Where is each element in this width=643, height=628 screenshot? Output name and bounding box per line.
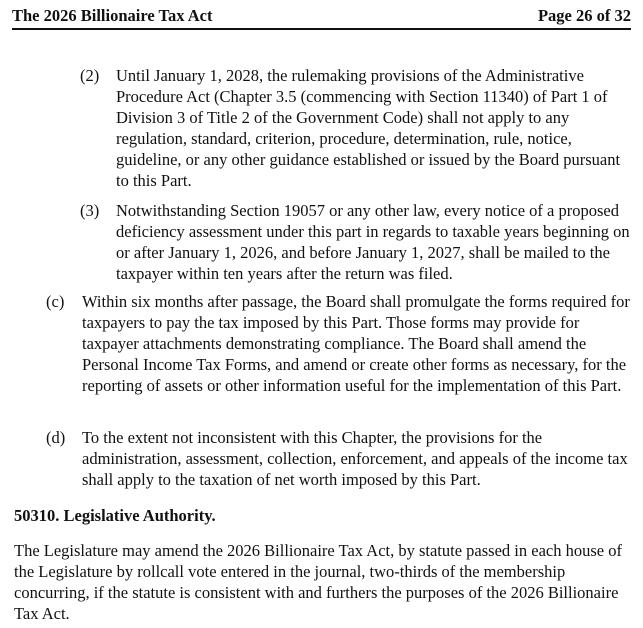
paragraph-label: (c) <box>46 292 65 311</box>
paragraph-text: Within six months after passage, the Board shall promulgate the forms required for taxpayers to pay the tax imposed by this Part. Those forms may provide for taxpayer attachments demonstrating compliance. The Board shall amend the Personal Income Tax Forms, and amend or create other forms as necessary, for the reporting of assets or other information useful for the implementation of this Part. <box>82 292 630 395</box>
paragraph-text: Until January 1, 2028, the rulemaking provisions of the Administrative Procedure Act (Chapter 3.5 (commencing with Section 11340) of Part 1 of Division 3 of Title 2 of the Government Code) shall not apply to any regulation, standard, criterion, procedure, determination, rule, notice, guideline, or any other guidance established or issued by the Board pursuant to this Part. <box>116 66 621 190</box>
page-number: Page 26 of 32 <box>537 6 631 25</box>
document-title: The 2026 Billionaire Tax Act <box>12 6 213 25</box>
page-header <box>12 6 631 30</box>
paragraph-text: Notwithstanding Section 19057 or any other law, every notice of a proposed deficiency assessment under this part in regards to taxable years beginning on or after January 1, 2026, and before January 1, 2027, shall be mailed to the taxpayer within ten years after the return was filed. <box>116 201 630 283</box>
section-text: The Legislature may amend the 2026 Billionaire Tax Act, by statute passed in each house of the Legislature by rollcall vote entered in the journal, two-thirds of the membership concurring, if the statute is consistent with and furthers the purposes of the 2026 Billionaire Tax Act. <box>14 541 622 623</box>
paragraph-text: To the extent not inconsistent with this Chapter, the provisions for the administration, assessment, collection, enforcement, and appeals of the income tax shall apply to the taxation of net worth imposed by this Part. <box>82 428 628 489</box>
paragraph-label: (3) <box>80 201 100 220</box>
paragraph-label: (d) <box>46 428 66 447</box>
section-heading: 50310. Legislative Authority. <box>14 506 216 525</box>
paragraph-label: (2) <box>80 66 100 85</box>
section-body <box>14 540 630 624</box>
